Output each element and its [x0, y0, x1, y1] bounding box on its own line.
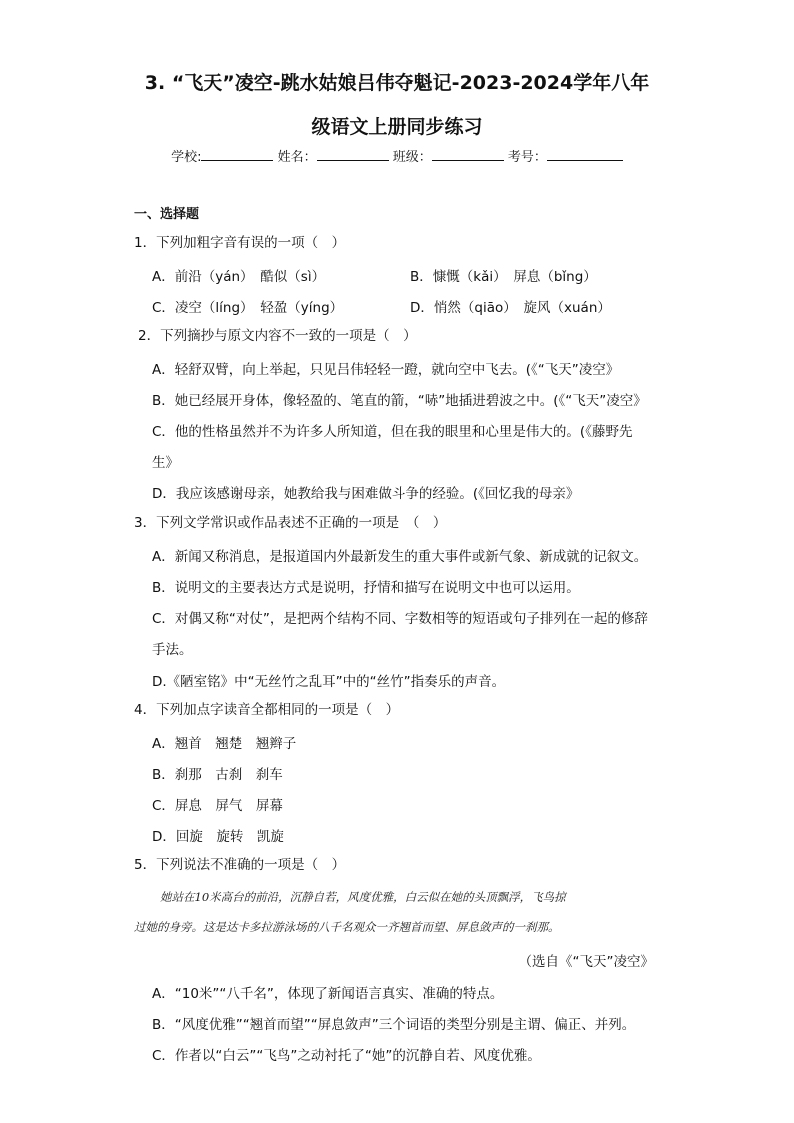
document-title-line-1: 3. “飞天”凌空-跳水姑娘吕伟夺魁记-2023-2024学年八年	[144, 72, 650, 94]
number-label: 考号：	[507, 150, 547, 165]
q3-stem: 3．下列文学常识或作品表述不正确的一项是 （ ）	[134, 515, 447, 531]
q2-option-b: B．她已经展开身体，像轻盈的、笔直的箭，“哧”地插进碧波之中。(《“飞天”凌空》	[152, 393, 647, 409]
q5-option-a: A．“10米”“八千名”，体现了新闻语言真实、准确的特点。	[152, 986, 504, 1002]
q4-option-a: A．翘首 翘楚 翘辫子	[152, 736, 297, 752]
q5-option-b: B．“风度优雅”“翘首而望”“屏息敛声”三个词语的类型分别是主谓、偏正、并列。	[152, 1017, 636, 1033]
section-heading: 一、选择题	[134, 207, 200, 222]
student-info-row	[0, 146, 794, 165]
name-blank[interactable]	[317, 146, 389, 161]
q5-passage-line-1: 她站在10米高台的前沿，沉静自若，风度优雅，白云似在她的头顶飘浮，飞鸟掠	[160, 890, 566, 904]
q1-option-c: C．凌空（líng） 轻盈（yíng）	[152, 300, 344, 316]
number-blank[interactable]	[547, 146, 623, 161]
q1-option-d: D．悄然（qiāo） 旋风（xuán）	[410, 300, 611, 316]
q3-option-b: B．说明文的主要表达方式是说明，抒情和描写在说明文中也可以运用。	[152, 580, 580, 596]
q2-option-a: A．轻舒双臂，向上举起，只见吕伟轻轻一蹬，就向空中飞去。(《“飞天”凌空》	[152, 362, 620, 378]
document-title-line-2: 级语文上册同步练习	[311, 116, 483, 138]
school-blank[interactable]	[201, 146, 273, 161]
name-label: 姓名：	[277, 150, 317, 165]
q2-option-c: C．他的性格虽然并不为许多人所知道，但在我的眼里和心里是伟大的。(《藤野先	[152, 424, 633, 440]
school-label: 学校:	[171, 150, 202, 165]
q1-stem: 1．下列加粗字音有误的一项（ ）	[134, 235, 346, 251]
q5-passage-line-2: 过她的身旁。这是达卡多拉游泳场的八千名观众一齐翘首而望、屏息敛声的一刹那。	[134, 920, 560, 934]
q4-option-b: B．刹那 古刹 刹车	[152, 767, 283, 783]
q4-stem: 4．下列加点字读音全都相同的一项是（ ）	[134, 702, 400, 718]
q3-option-c: C．对偶又称“对仗”，是把两个结构不同、字数相等的短语或句子排列在一起的修辞	[152, 611, 648, 627]
q1-option-b: B．慷慨（kǎi） 屏息（bǐng）	[410, 269, 597, 285]
q4-option-c: C．屏息 屏气 屏幕	[152, 798, 283, 814]
q5-passage-source: （选自《“飞天”凌空》	[518, 954, 654, 970]
q3-option-c-continued: 手法。	[152, 642, 193, 658]
q2-option-c-continued: 生》	[152, 455, 179, 471]
q1-option-a: A．前沿（yán） 酷似（sì）	[152, 269, 326, 285]
q3-option-d: D.《陋室铭》中“无丝竹之乱耳”中的“丝竹”指奏乐的声音。	[152, 674, 506, 690]
q5-option-c: C．作者以“白云”“飞鸟”之动衬托了“她”的沉静自若、风度优雅。	[152, 1048, 541, 1064]
class-blank[interactable]	[432, 146, 504, 161]
q4-option-d: D．回旋 旋转 凯旋	[152, 829, 284, 845]
q2-option-d: D．我应该感谢母亲，她教给我与困难做斗争的经验。(《回忆我的母亲》	[152, 486, 580, 502]
q3-option-a: A．新闻又称消息，是报道国内外最新发生的重大事件或新气象、新成就的记叙文。	[152, 549, 648, 565]
q2-stem: 2．下列摘抄与原文内容不一致的一项是（ ）	[138, 328, 417, 344]
class-label: 班级：	[392, 150, 432, 165]
q5-stem: 5．下列说法不准确的一项是（ ）	[134, 857, 346, 873]
